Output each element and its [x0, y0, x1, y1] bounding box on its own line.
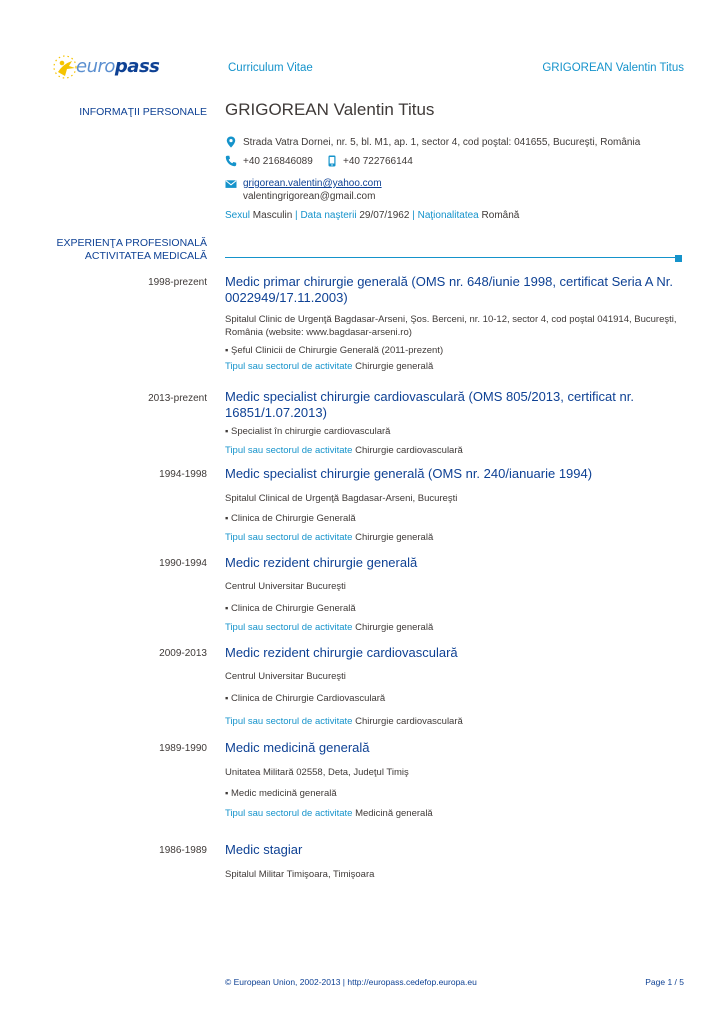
- entry-date: 2009-2013: [159, 648, 207, 659]
- sector-value: Chirurgie generală: [355, 361, 434, 372]
- entry-title: Medic specialist chirurgie cardiovasculară (OMS 805/2013, certificat nr. 16851/1.07.2013): [225, 389, 634, 420]
- sector-label: Tipul sau sectorul de activitate: [225, 445, 353, 456]
- sector-label: Tipul sau sectorul de activitate: [225, 622, 353, 633]
- entry-activity: ▪ Specialist în chirurgie cardiovasculară: [225, 426, 391, 437]
- nationality-label: Naţionalitatea: [417, 210, 479, 221]
- experience-heading-line2: ACTIVITATEA MEDICALĂ: [84, 250, 207, 262]
- entry-activity: ▪ Medic medicină generală: [225, 788, 337, 799]
- email-primary-link[interactable]: grigorean.valentin@yahoo.com: [243, 178, 382, 189]
- entry-activity: ▪ Clinica de Chirurgie Generală: [225, 513, 356, 524]
- entry-date: 1998-prezent: [148, 277, 207, 288]
- experience-heading: [0, 237, 207, 263]
- entry-employer: Spitalul Clinical de Urgenţă Bagdasar-Arseni, Bucureşti: [225, 493, 458, 504]
- entry-sector: [225, 531, 685, 544]
- entry-employer: Centrul Universitar Bucureşti: [225, 581, 346, 592]
- email-envelope-icon: [225, 178, 237, 190]
- entry-date: 1986-1989: [159, 845, 207, 856]
- entry-date: 1989-1990: [159, 743, 207, 754]
- entry-date: 1994-1998: [159, 469, 207, 480]
- location-pin-icon: [225, 136, 237, 148]
- birth-date-value: 29/07/1962: [359, 210, 410, 221]
- sector-label: Tipul sau sectorul de activitate: [225, 532, 353, 543]
- sector-label: Tipul sau sectorul de activitate: [225, 361, 353, 372]
- logo-text: europass: [76, 56, 160, 77]
- phone-icon: [225, 155, 237, 167]
- entry-sector: [225, 444, 685, 457]
- entry-employer: Spitalul Militar Timişoara, Timişoara: [225, 869, 375, 880]
- entry-activity: ▪ Şeful Clinicii de Chirurgie Generală (2011-prezent): [225, 345, 444, 356]
- section-divider: [225, 257, 677, 258]
- sector-value: Chirurgie generală: [355, 532, 434, 543]
- personal-info-heading: INFORMAŢII PERSONALE: [79, 106, 207, 118]
- mobile-phone-icon: [326, 155, 338, 167]
- mobile-number: +40 722766144: [343, 156, 413, 167]
- separator: |: [412, 210, 415, 221]
- entry-title: Medic medicină generală: [225, 740, 370, 755]
- sex-value: Masculin: [252, 210, 293, 221]
- address: Strada Vatra Dornei, nr. 5, bl. M1, ap. 1, sector 4, cod poştal: 041655, Bucureşti, România: [243, 137, 641, 148]
- sector-label: Tipul sau sectorul de activitate: [225, 716, 353, 727]
- experience-heading-line1: EXPERIENŢA PROFESIONALĂ: [56, 237, 207, 249]
- separator: |: [295, 210, 298, 221]
- entry-sector: [225, 360, 685, 373]
- entry-sector: [225, 715, 685, 728]
- birth-date-label: Data naşterii: [300, 210, 357, 221]
- header-name: GRIGOREAN Valentin Titus: [542, 62, 684, 74]
- sector-value: Chirurgie generală: [355, 622, 434, 633]
- document-type: Curriculum Vitae: [228, 62, 313, 74]
- entry-title: Medic primar chirurgie generală (OMS nr. 648/iunie 1998, certificat Seria A Nr. 0022949/17.11.2003): [225, 274, 673, 305]
- europass-logo: [50, 52, 160, 82]
- section-divider-marker: [675, 255, 682, 262]
- entry-employer: Centrul Universitar Bucureşti: [225, 671, 346, 682]
- full-name: GRIGOREAN Valentin Titus: [225, 100, 435, 119]
- sector-label: Tipul sau sectorul de activitate: [225, 808, 353, 819]
- entry-title: Medic rezident chirurgie cardiovasculară: [225, 645, 458, 660]
- sector-value: Medicină generală: [355, 808, 433, 819]
- sector-value: Chirurgie cardiovasculară: [355, 445, 463, 456]
- email-secondary: valentingrigorean@gmail.com: [243, 191, 376, 202]
- page-number: Page 1 / 5: [645, 977, 684, 987]
- entry-sector: [225, 807, 685, 820]
- footer-copyright[interactable]: © European Union, 2002-2013 | http://europass.cedefop.europa.eu: [225, 977, 477, 987]
- email-link-row[interactable]: [243, 178, 382, 189]
- sector-value: Chirurgie cardiovasculară: [355, 716, 463, 727]
- entry-title: Medic specialist chirurgie generală (OMS nr. 240/ianuarie 1994): [225, 466, 593, 481]
- entry-date: 1990-1994: [159, 558, 207, 569]
- entry-title: Medic stagiar: [225, 842, 303, 857]
- nationality-value: Română: [481, 210, 520, 221]
- entry-employer: Unitatea Militară 02558, Deta, Judeţul Timiş: [225, 767, 409, 778]
- entry-activity: ▪ Clinica de Chirurgie Generală: [225, 603, 356, 614]
- entry-date: 2013-prezent: [148, 393, 207, 404]
- entry-title: Medic rezident chirurgie generală: [225, 555, 418, 570]
- phone-number: +40 216846089: [243, 156, 313, 167]
- personal-details-line: [225, 210, 519, 221]
- entry-sector: [225, 621, 685, 634]
- entry-activity: ▪ Clinica de Chirurgie Cardiovasculară: [225, 693, 386, 704]
- entry-employer: Spitalul Clinic de Urgenţă Bagdasar-Arseni, Şos. Berceni, nr. 10-12, sector 4, cod poştal 041914, Bucureşti, România (website: www.bagdasar-arseni.ro): [225, 314, 677, 338]
- sex-label: Sexul: [225, 210, 251, 221]
